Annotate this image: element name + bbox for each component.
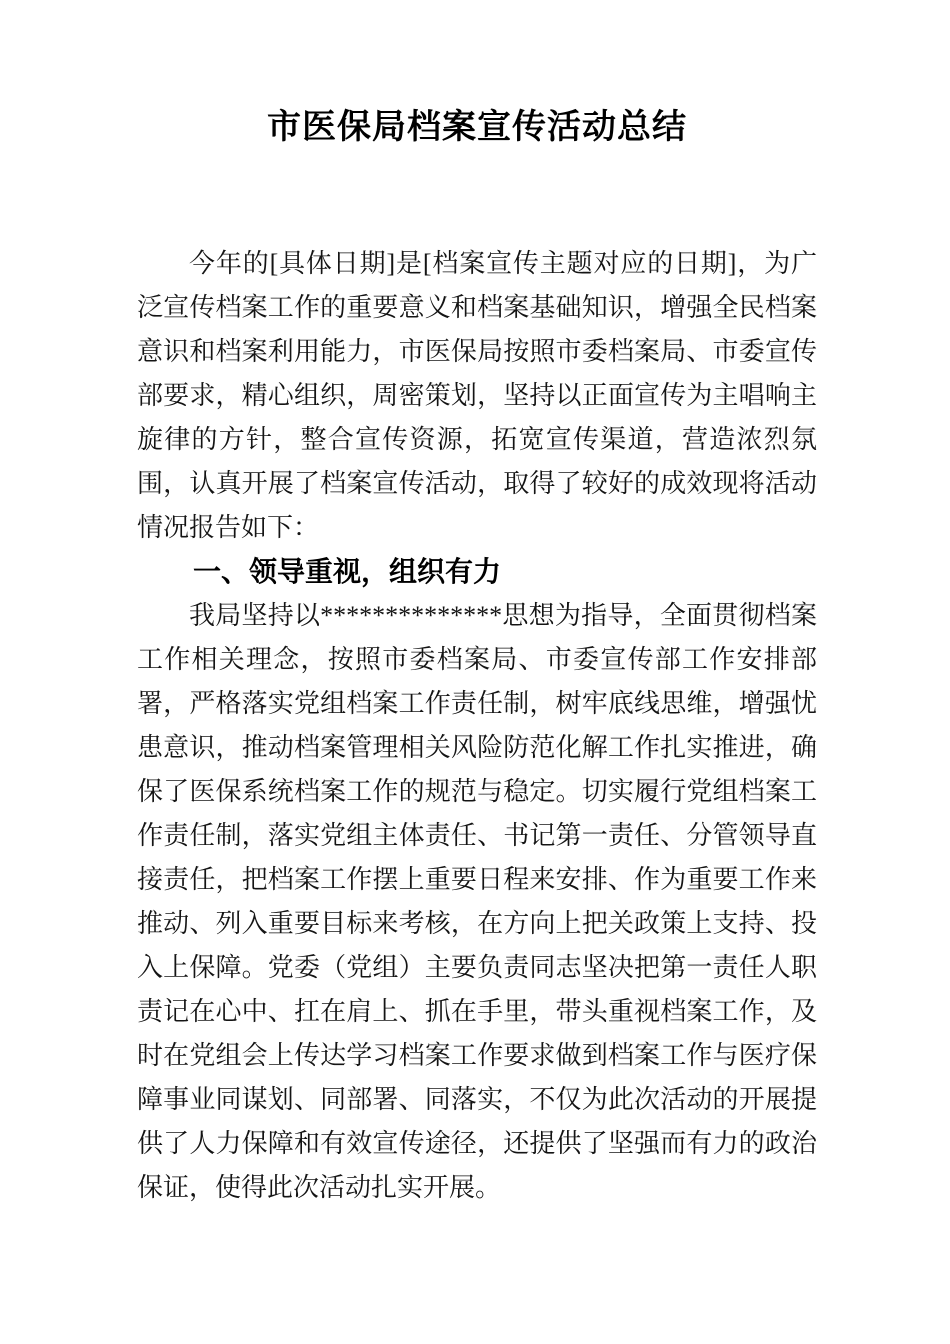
section-heading-1: 一、领导重视，组织有力 (193, 556, 502, 587)
section-1-paragraph: 我局坚持以**************思想为指导，全面贯彻档案工作相关理念，按照市委档案局、市委宣传部工作安排部署，严格落实党组档案工作责任制，树牢底线思维，增强忧患意识，推动档案管理相关风险防范化解工作扎实推进，确保了医保系统档案工作的规范与稳定。切实履行党组档案工作责任制，落实党组主体责任、书记第一责任、分管领导直接责任，把档案工作摆上重要日程来安排、作为重要工作来推动、列入重要目标来考核，在方向上把关政策上支持、投入上保障。党委（党组）主要负责同志坚决把第一责任人职责记在心中、扛在肩上、抓在手里，带头重视档案工作，及时在党组会上传达学习档案工作要求做到档案工作与医疗保障事业同谋划、同部署、同落实，不仅为此次活动的开展提供了人力保障和有效宣传途径，还提供了坚强而有力的政治保证，使得此次活动扎实开展。 (137, 601, 817, 1202)
intro-paragraph: 今年的[具体日期]是[档案宣传主题对应的日期]，为广泛宣传档案工作的重要意义和档案基础知识，增强全民档案意识和档案利用能力，市医保局按照市委档案局、市委宣传部要求，精心组织，周密策划，坚持以正面宣传为主唱响主旋律的方针，整合宣传资源，拓宽宣传渠道，营造浓烈氛围，认真开展了档案宣传活动，取得了较好的成效现将活动情况报告如下： (137, 249, 817, 542)
document-title: 市医保局档案宣传活动总结 (267, 109, 687, 146)
